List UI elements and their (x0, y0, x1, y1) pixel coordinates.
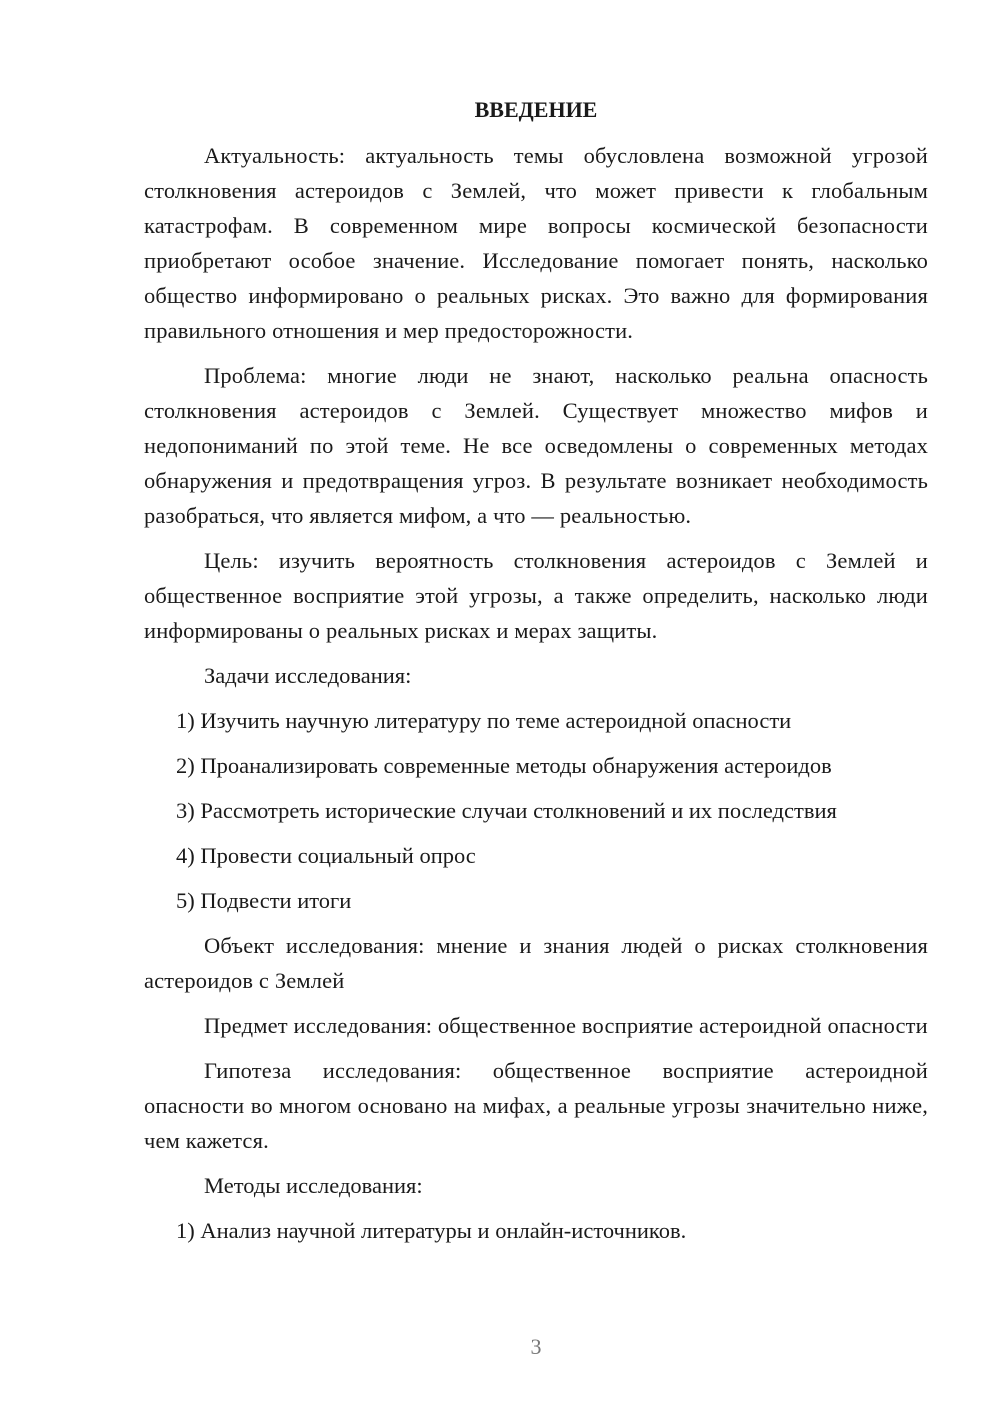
list-item: 2) Проанализировать современные методы обнаружения астероидов (176, 753, 832, 778)
subject-paragraph: Предмет исследования: общественное восприятие астероидной опасности (204, 1013, 928, 1038)
methods-heading: Методы исследования: (204, 1173, 423, 1198)
relevance-paragraph: Актуальность: актуальность темы обусловлена возможной угрозой столкновения астероидов с Землей, что может привести к глобальным катастрофам. В современном мире вопросы космической безопасности приобретают особое значение. Исследование помогает понять, насколько общество информировано о реальных рисках. Это важно для формирования правильного отношения и мер предосторожности. (144, 143, 928, 343)
hypothesis-paragraph: Гипотеза исследования: общественное восприятие астероидной опасности во многом основано на мифах, а реальные угрозы значительно ниже, чем кажется. (144, 1058, 928, 1153)
list-item: 1) Анализ научной литературы и онлайн-источников. (176, 1218, 687, 1243)
problem-paragraph: Проблема: многие люди не знают, насколько реальна опасность столкновения астероидов с Землей. Существует множество мифов и недопониманий по этой теме. Не все осведомлены о современных методах обнаружения и предотвращения угроз. В результате возникает необходимость разобраться, что является мифом, а что — реальностью. (144, 363, 928, 528)
goal-paragraph: Цель: изучить вероятность столкновения астероидов с Землей и общественное восприятие этой угрозы, а также определить, насколько люди информированы о реальных рисках и мерах защиты. (144, 548, 928, 643)
section-title: ВВЕДЕНИЕ (474, 97, 598, 122)
document-page (144, 92, 928, 1258)
list-item: 5) Подвести итоги (176, 888, 352, 913)
object-paragraph: Объект исследования: мнение и знания людей о рисках столкновения астероидов с Землей (144, 933, 928, 993)
tasks-heading: Задачи исследования: (204, 663, 412, 688)
list-item: 4) Провести социальный опрос (176, 843, 476, 868)
list-item: 1) Изучить научную литературу по теме астероидной опасности (176, 708, 792, 733)
page-number: 3 (530, 1334, 542, 1359)
list-item: 3) Рассмотреть исторические случаи столкновений и их последствия (176, 798, 837, 823)
